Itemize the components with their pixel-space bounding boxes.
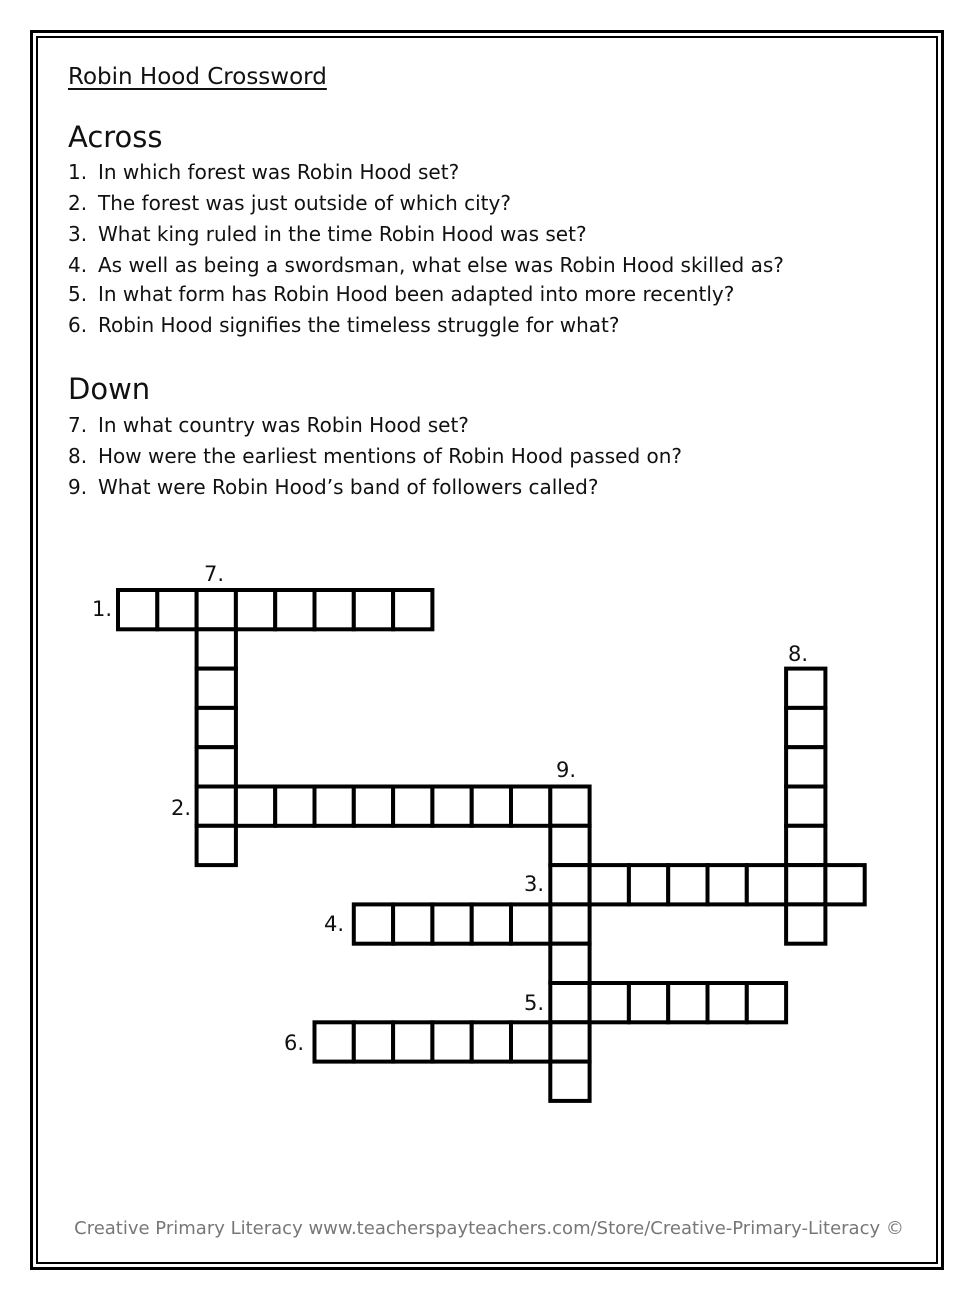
crossword-cell[interactable] [197, 747, 236, 786]
clue-text: How were the earliest mentions of Robin Hood passed on? [98, 444, 683, 468]
crossword-cell[interactable] [786, 787, 825, 826]
crossword-cell[interactable] [393, 787, 432, 826]
clue-text: In what form has Robin Hood been adapted into more recently? [98, 282, 735, 306]
clue-text: The forest was just outside of which city? [98, 191, 511, 215]
crossword-cell[interactable] [275, 787, 314, 826]
crossword-cell[interactable] [786, 669, 825, 708]
clue-text: As well as being a swordsman, what else was Robin Hood skilled as? [98, 253, 784, 277]
clue-text: In which forest was Robin Hood set? [98, 160, 460, 184]
crossword-cell[interactable] [354, 904, 393, 943]
crossword-cell[interactable] [472, 787, 511, 826]
grid-label-6: 6. [284, 1031, 305, 1055]
crossword-cell[interactable] [472, 1022, 511, 1061]
crossword-cell[interactable] [315, 590, 354, 629]
grid-label-8: 8. [788, 642, 809, 666]
crossword-cell[interactable] [629, 865, 668, 904]
clue-number: 3. [68, 222, 88, 246]
page-title: Robin Hood Crossword [68, 64, 327, 90]
crossword-cell[interactable] [786, 904, 825, 943]
crossword-cell[interactable] [315, 1022, 354, 1061]
crossword-cell[interactable] [550, 983, 589, 1022]
down-heading: Down [68, 372, 151, 406]
clue-number: 8. [68, 444, 88, 468]
grid-label-1: 1. [92, 597, 113, 621]
crossword-cell[interactable] [197, 629, 236, 668]
crossword-cell[interactable] [236, 590, 275, 629]
crossword-cell[interactable] [550, 787, 589, 826]
crossword-cell[interactable] [511, 1022, 550, 1061]
crossword-cell[interactable] [708, 865, 747, 904]
crossword-cell[interactable] [354, 590, 393, 629]
crossword-cell[interactable] [236, 787, 275, 826]
crossword-cell[interactable] [668, 983, 707, 1022]
crossword-cell[interactable] [786, 708, 825, 747]
crossword-cell[interactable] [786, 865, 825, 904]
across-heading: Across [68, 120, 163, 154]
clue-number: 1. [68, 160, 88, 184]
crossword-cell[interactable] [550, 826, 589, 865]
crossword-cell[interactable] [393, 1022, 432, 1061]
crossword-cell[interactable] [354, 1022, 393, 1061]
crossword-cell[interactable] [590, 865, 629, 904]
crossword-cell[interactable] [197, 787, 236, 826]
crossword-cell[interactable] [315, 787, 354, 826]
clue-number: 5. [68, 282, 88, 306]
clue-number: 4. [68, 253, 88, 277]
crossword-cell[interactable] [197, 708, 236, 747]
crossword-cell[interactable] [550, 944, 589, 983]
crossword-cell[interactable] [354, 787, 393, 826]
grid-label-4: 4. [324, 912, 345, 936]
crossword-cell[interactable] [511, 787, 550, 826]
clue-number: 6. [68, 313, 88, 337]
clue-number: 2. [68, 191, 88, 215]
crossword-cell[interactable] [472, 904, 511, 943]
crossword-cell[interactable] [550, 1022, 589, 1061]
footer-credit: Creative Primary Literacy www.teacherspayteachers.com/Store/Creative-Primary-Literacy © [74, 1218, 904, 1239]
crossword-cell[interactable] [825, 865, 864, 904]
crossword-cell[interactable] [550, 1062, 589, 1101]
crossword-cell[interactable] [629, 983, 668, 1022]
crossword-cell[interactable] [118, 590, 157, 629]
crossword-cell[interactable] [786, 826, 825, 865]
grid-label-3: 3. [524, 872, 545, 896]
grid-label-2: 2. [171, 796, 192, 820]
crossword-cell[interactable] [393, 590, 432, 629]
crossword-cell[interactable] [668, 865, 707, 904]
clue-text: In what country was Robin Hood set? [98, 413, 469, 437]
crossword-cell[interactable] [157, 590, 196, 629]
grid-label-7: 7. [204, 562, 225, 586]
clue-text: What were Robin Hood’s band of followers called? [98, 475, 599, 499]
crossword-cell[interactable] [747, 865, 786, 904]
grid-label-5: 5. [524, 991, 545, 1015]
crossword-cell[interactable] [197, 826, 236, 865]
clue-text: Robin Hood signifies the timeless struggle for what? [98, 313, 620, 337]
crossword-cell[interactable] [511, 904, 550, 943]
crossword-cell[interactable] [275, 590, 314, 629]
crossword-cell[interactable] [432, 1022, 471, 1061]
crossword-cell[interactable] [432, 787, 471, 826]
crossword-cell[interactable] [197, 669, 236, 708]
clue-text: What king ruled in the time Robin Hood was set? [98, 222, 587, 246]
crossword-cell[interactable] [747, 983, 786, 1022]
crossword-cell[interactable] [590, 983, 629, 1022]
crossword-cell[interactable] [197, 590, 236, 629]
crossword-cell[interactable] [550, 904, 589, 943]
crossword-cell[interactable] [786, 747, 825, 786]
crossword-cell[interactable] [550, 865, 589, 904]
clue-number: 7. [68, 413, 88, 437]
crossword-cell[interactable] [708, 983, 747, 1022]
clue-number: 9. [68, 475, 88, 499]
crossword-cell[interactable] [432, 904, 471, 943]
crossword-cell[interactable] [393, 904, 432, 943]
grid-label-9: 9. [556, 758, 577, 782]
